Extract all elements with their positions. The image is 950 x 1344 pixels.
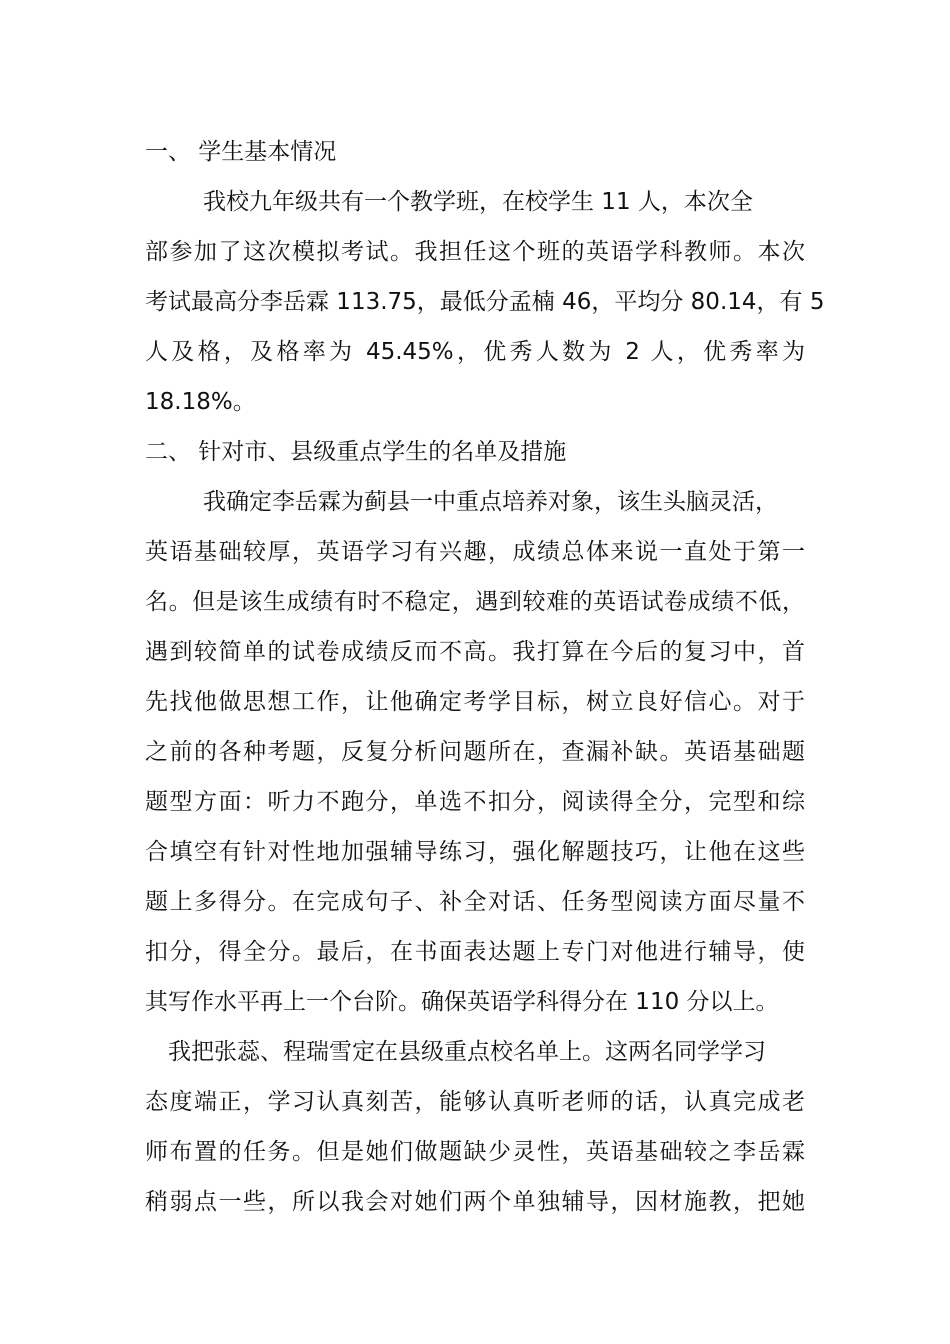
section-2-p1-line-5: 先找他做思想工作，让他确定考学目标，树立良好信心。对于 [145,689,805,715]
section-1-line-1: 我校九年级共有一个教学班，在校学生 11 人，本次全 [203,189,753,215]
section-2-p1-line-10: 扣分，得全分。最后，在书面表达题上专门对他进行辅导，使 [145,939,805,965]
section-2-p1-line-3: 名。但是该生成绩有时不稳定，遇到较难的英语试卷成绩不低， [145,589,805,615]
section-2-p1-line-4: 遇到较简单的试卷成绩反而不高。我打算在今后的复习中，首 [145,639,805,665]
section-2-p2-line-3: 师布置的任务。但是她们做题缺少灵性，英语基础较之李岳霖 [145,1139,805,1165]
section-2-p1-line-2: 英语基础较厚，英语学习有兴趣，成绩总体来说一直处于第一 [145,539,805,565]
section-1-line-2: 部参加了这次模拟考试。我担任这个班的英语学科教师。本次 [145,239,805,265]
section-2-p2-line-1: 我把张蕊、程瑞雪定在县级重点校名单上。这两名同学学习 [168,1039,766,1065]
section-2-p1-line-7: 题型方面：听力不跑分，单选不扣分，阅读得全分，完型和综 [145,789,805,815]
section-2-p2-line-4: 稍弱点一些，所以我会对她们两个单独辅导，因材施教，把她 [145,1189,805,1215]
section-2-heading: 二、 针对市、县级重点学生的名单及措施 [145,439,567,465]
section-2-p1-line-8: 合填空有针对性地加强辅导练习，强化解题技巧，让他在这些 [145,839,805,865]
section-2-p1-line-6: 之前的各种考题，反复分析问题所在，查漏补缺。英语基础题 [145,739,805,765]
section-1-heading: 一、 学生基本情况 [145,139,337,165]
section-1-line-3: 考试最高分李岳霖 113.75，最低分孟楠 46，平均分 80.14，有 5 [145,289,825,315]
section-2-p1-line-11: 其写作水平再上一个台阶。确保英语学科得分在 110 分以上。 [145,989,779,1015]
section-1-line-4: 人及格，及格率为 45.45%，优秀人数为 2 人，优秀率为 [145,339,805,365]
section-2-p1-line-1: 我确定李岳霖为蓟县一中重点培养对象，该生头脑灵活， [203,489,778,515]
section-1-line-5: 18.18%。 [145,389,256,415]
section-2-p2-line-2: 态度端正，学习认真刻苦，能够认真听老师的话，认真完成老 [145,1089,805,1115]
section-2-p1-line-9: 题上多得分。在完成句子、补全对话、任务型阅读方面尽量不 [145,889,805,915]
